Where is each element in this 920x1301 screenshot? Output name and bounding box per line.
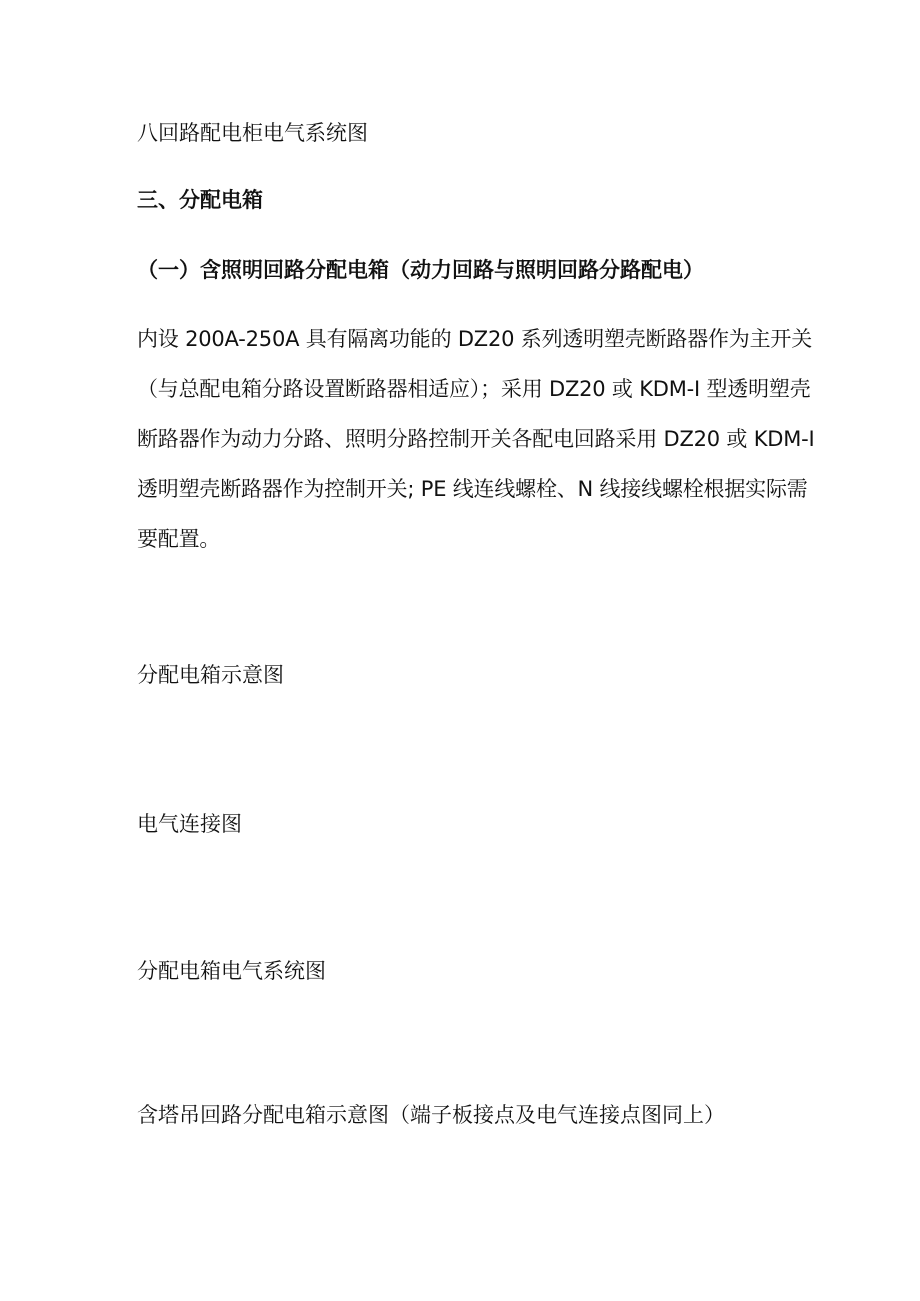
section-heading: 三、分配电箱 (137, 188, 263, 212)
paragraph-line: 透明塑壳断路器作为控制开关; PE 线连线螺栓、N 线接线螺栓根据实际需 (137, 477, 808, 501)
paragraph-line: 要配置。 (137, 527, 221, 551)
figure-caption-electrical-connection: 电气连接图 (137, 812, 242, 836)
paragraph-line: 内设 200A-250A 具有隔离功能的 DZ20 系列透明塑壳断路器作为主开关 (137, 327, 812, 351)
figure-caption-eight-circuit: 八回路配电柜电气系统图 (137, 121, 368, 145)
subsection-heading: （一）含照明回路分配电箱（动力回路与照明回路分路配电） (137, 258, 704, 282)
figure-caption-system-diagram: 分配电箱电气系统图 (137, 959, 326, 983)
figure-caption-tower-crane-box: 含塔吊回路分配电箱示意图（端子板接点及电气连接点图同上） (137, 1103, 725, 1127)
paragraph-line: （与总配电箱分路设置断路器相适应）；采用 DZ20 或 KDM-I 型透明塑壳 (137, 377, 811, 401)
body-paragraph (137, 325, 815, 575)
figure-caption-distribution-box: 分配电箱示意图 (137, 663, 284, 687)
paragraph-line: 断路器作为动力分路、照明分路控制开关各配电回路采用 DZ20 或 KDM-I (137, 427, 815, 451)
